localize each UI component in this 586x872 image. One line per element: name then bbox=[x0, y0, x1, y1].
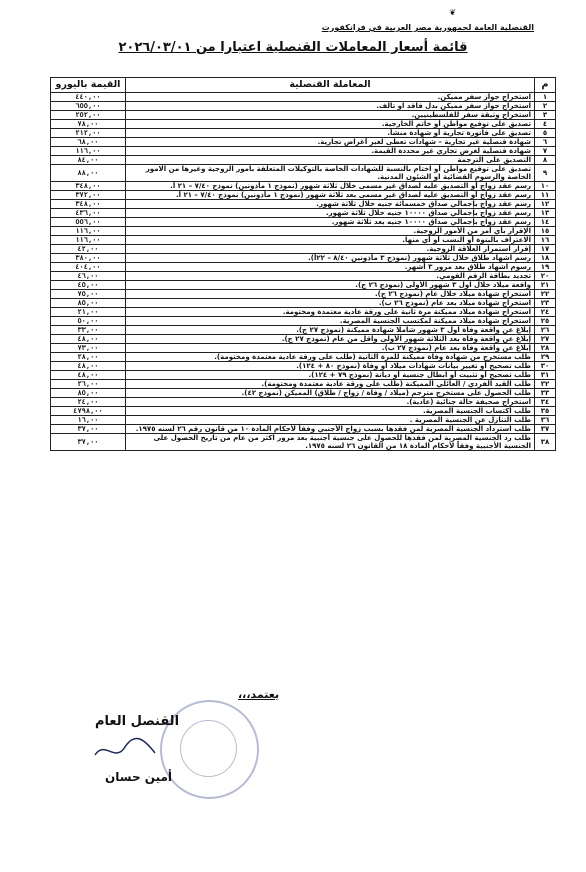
row-description: الاعتراف بالبنوة أو النسب أو أي منها. bbox=[126, 236, 535, 245]
table-row bbox=[51, 165, 556, 182]
row-description: طلب تصحيح أو تثبيت أو ابطال جنسية أو ديانة (نموذج ٧٩ + ١٢٤). bbox=[126, 371, 535, 380]
row-value: ٦٥٥,٠٠ bbox=[51, 102, 126, 111]
row-description: استخراج جواز سفر مميكن. bbox=[126, 93, 535, 102]
table-row bbox=[51, 147, 556, 156]
row-value: ٤٥,٠٠ bbox=[51, 281, 126, 290]
table-row bbox=[51, 93, 556, 102]
table-row bbox=[51, 129, 556, 138]
row-number: ٢٨ bbox=[535, 344, 556, 353]
table-row bbox=[51, 335, 556, 344]
table-header-row bbox=[51, 78, 556, 93]
row-value: ٤٨,٠٠ bbox=[51, 335, 126, 344]
row-description: واقعة ميلاد خلال اول ٣ شهور الأولى (نموذج ٢٦ ج). bbox=[126, 281, 535, 290]
table-row bbox=[51, 326, 556, 335]
page-title: قائمة أسعار المعاملات القنصلية اعتبارا من ٢٠٢٦/٠٣/٠١ bbox=[118, 40, 468, 55]
signatory-role: القنصل العام bbox=[95, 714, 180, 729]
row-number: ٣٠ bbox=[535, 362, 556, 371]
table-row bbox=[51, 254, 556, 263]
table-row bbox=[51, 191, 556, 200]
row-number: ٣٧ bbox=[535, 425, 556, 434]
row-description: رسم عقد زواج بإجمالي صداق ١٠٠٠٠ جنيه بعد ثلاثة شهور. bbox=[126, 218, 535, 227]
row-description: رسم عقد زواج بإجمالي صداق خمسمائة جنيه خلال ثلاثة شهور. bbox=[126, 200, 535, 209]
table-row bbox=[51, 344, 556, 353]
row-value: ٤٨,٠٠ bbox=[51, 362, 126, 371]
row-value: ٢١٢,٠٠ bbox=[51, 129, 126, 138]
table-row bbox=[51, 245, 556, 254]
table-row bbox=[51, 156, 556, 165]
row-value: ٢٥٢,٠٠ bbox=[51, 111, 126, 120]
header-org: القنصلية العامة لجمهورية مصر العربية في فرانكفورت bbox=[321, 23, 534, 32]
row-value: ٣٨٠,٠٠ bbox=[51, 254, 126, 263]
table-row bbox=[51, 362, 556, 371]
row-description: استخراج جواز سفر مميكن بدل فاقد او تالف. bbox=[126, 102, 535, 111]
row-number: ٩ bbox=[535, 165, 556, 182]
table-row bbox=[51, 281, 556, 290]
row-number: ١٤ bbox=[535, 218, 556, 227]
table-row bbox=[51, 371, 556, 380]
row-number: ٣١ bbox=[535, 371, 556, 380]
table-row bbox=[51, 272, 556, 281]
row-value: ٣٤٨,٠٠ bbox=[51, 182, 126, 191]
row-value: ٤٣٦,٠٠ bbox=[51, 209, 126, 218]
row-value: ٢٤,٠٠ bbox=[51, 398, 126, 407]
row-value: ٤٠٤,٠٠ bbox=[51, 263, 126, 272]
row-description: شهادة قنصلية لغرض تجاري غير محددة القيمة. bbox=[126, 147, 535, 156]
row-description: استخراج شهادة ميلاد مميكنة مرة ثانية على ورقة عادية معتمدة ومختومة. bbox=[126, 308, 535, 317]
table-row bbox=[51, 380, 556, 389]
table-row bbox=[51, 111, 556, 120]
row-description: طلب استرداد الجنسية المصرية لمن فقدها بسبب زواج الأجنبي وفقاً لأحكام المادة ١٠ من قانون رقم ٢٦ لسنه ١٩٧٥. bbox=[126, 425, 535, 434]
row-value: ٣٧٢,٠٠ bbox=[51, 191, 126, 200]
row-description: استخراج شهادة ميلاد مميكنة لمكتسب الجنسية المصرية. bbox=[126, 317, 535, 326]
table-row bbox=[51, 299, 556, 308]
signatory-name: أمين حسان bbox=[105, 770, 173, 784]
row-number: ٢٠ bbox=[535, 272, 556, 281]
row-description: استخراج شهادة ميلاد خلال عام (نموذج ٢٦ ج). bbox=[126, 290, 535, 299]
row-value: ٧٥,٠٠ bbox=[51, 290, 126, 299]
row-value: ٨٥,٠٠ bbox=[51, 389, 126, 398]
row-value: ١١٦,٠٠ bbox=[51, 147, 126, 156]
row-number: ٣٨ bbox=[535, 434, 556, 451]
row-description: إبلاغ عن واقعة وفاة بعد عام (نموذج ٢٧ ب). bbox=[126, 344, 535, 353]
row-number: ١٨ bbox=[535, 254, 556, 263]
row-value: ١١٦,٠٠ bbox=[51, 227, 126, 236]
row-number: ٦ bbox=[535, 138, 556, 147]
row-number: ٣٤ bbox=[535, 398, 556, 407]
row-description: إبلاغ عن واقعة وفاة بعد الثلاثة شهور الأولى واقل من عام (نموذج ٢٧ ج). bbox=[126, 335, 535, 344]
row-description: استخراج وثيقة سفر للفلسطينيين. bbox=[126, 111, 535, 120]
row-description: استخراج شهادة ميلاد بعد عام (نموذج ٢٦ ب). bbox=[126, 299, 535, 308]
row-value: ١٦,٠٠ bbox=[51, 416, 126, 425]
col-num-header: م bbox=[535, 78, 556, 93]
table-row bbox=[51, 263, 556, 272]
row-description: طلب مستخرج من شهادة وفاة مميكنة للمرة الثانية (طلب على ورقة عادية معتمدة ومختومة). bbox=[126, 353, 535, 362]
row-value: ٨٤,٠٠ bbox=[51, 156, 126, 165]
row-number: ٢٣ bbox=[535, 299, 556, 308]
table-row bbox=[51, 120, 556, 129]
row-description: طلب اكتساب الجنسية المصرية. bbox=[126, 407, 535, 416]
table-row bbox=[51, 308, 556, 317]
row-description: طلب القيد الفردي / العائلي المميكنة (طلب على ورقة عادية معتمدة ومختومة). bbox=[126, 380, 535, 389]
row-description: شهادة قنصلية غير تجارية – شهادات تعطى لغير أغراض تجارية. bbox=[126, 138, 535, 147]
row-value: ٢٨,٠٠ bbox=[51, 353, 126, 362]
signature-icon bbox=[90, 735, 160, 765]
table-row bbox=[51, 102, 556, 111]
table-row bbox=[51, 389, 556, 398]
row-value: ٤٢,٠٠ bbox=[51, 245, 126, 254]
table-row bbox=[51, 353, 556, 362]
row-description: رسم عقد زواج بإجمالي صداق ١٠٠٠٠ جنيه خلال ثلاثة شهور. bbox=[126, 209, 535, 218]
eagle-emblem-icon: ❦ bbox=[449, 8, 456, 17]
price-table bbox=[50, 77, 556, 451]
row-value: ٤٧٩٨,٠٠ bbox=[51, 407, 126, 416]
row-number: ٧ bbox=[535, 147, 556, 156]
row-description: الإقرار بأي أمر من الأمور الزوجية. bbox=[126, 227, 535, 236]
row-value: ٤٤٠,٠٠ bbox=[51, 93, 126, 102]
table-row bbox=[51, 434, 556, 451]
row-value: ٤٨,٠٠ bbox=[51, 371, 126, 380]
row-description: التصديق على الترجمة bbox=[126, 156, 535, 165]
row-number: ١٥ bbox=[535, 227, 556, 236]
row-number: ٢٧ bbox=[535, 335, 556, 344]
row-number: ٣٦ bbox=[535, 416, 556, 425]
row-number: ٣٣ bbox=[535, 389, 556, 398]
row-number: ٣ bbox=[535, 111, 556, 120]
row-number: ٢٦ bbox=[535, 326, 556, 335]
row-value: ٣٧,٠٠ bbox=[51, 425, 126, 434]
row-value: ٣٤٨,٠٠ bbox=[51, 200, 126, 209]
row-value: ٣٣,٠٠ bbox=[51, 326, 126, 335]
row-description: رسم عقد زواج أو التصديق عليه لصداق غير مسمى خلال ثلاثة شهور (نموذج ١ مأذونين) نموذج ٧/٤٠ – ٢١ أ. bbox=[126, 182, 535, 191]
row-number: ١ bbox=[535, 93, 556, 102]
row-description: تصديق على فاتورة تجارية أو شهادة منشأ. bbox=[126, 129, 535, 138]
row-value: ٧٨,٠٠ bbox=[51, 120, 126, 129]
row-number: ١٠ bbox=[535, 182, 556, 191]
row-value: ٦٨,٠٠ bbox=[51, 138, 126, 147]
row-number: ٢٥ bbox=[535, 317, 556, 326]
col-value-header: القيمة باليورو bbox=[51, 78, 126, 93]
table-row bbox=[51, 407, 556, 416]
row-description: رسم عقد زواج أو التصديق عليه لصداق غير مسمى بعد ثلاثة شهور (نموذج ١ مأذونين) نموذج ٧/٤٠ – ٢١ أ. bbox=[126, 191, 535, 200]
row-value: ٧٣,٠٠ bbox=[51, 344, 126, 353]
table-row bbox=[51, 200, 556, 209]
table-body bbox=[51, 93, 556, 451]
table-row bbox=[51, 290, 556, 299]
row-number: ١٢ bbox=[535, 200, 556, 209]
row-number: ١٩ bbox=[535, 263, 556, 272]
row-number: ١١ bbox=[535, 191, 556, 200]
table-row bbox=[51, 317, 556, 326]
row-number: ٢٤ bbox=[535, 308, 556, 317]
row-value: ٨٨,٠٠ bbox=[51, 165, 126, 182]
approved-label: يعتمد،،، bbox=[238, 688, 280, 701]
row-description: طلب تصحيح أو تغيير بيانات شهادات ميلاد أو وفاة (نموذج ٨٠ + ١٢٤). bbox=[126, 362, 535, 371]
row-description: استخراج صحيفة حالة جنائية (عادية). bbox=[126, 398, 535, 407]
row-number: ١٦ bbox=[535, 236, 556, 245]
table-row bbox=[51, 398, 556, 407]
row-number: ٣٥ bbox=[535, 407, 556, 416]
row-number: ٣٢ bbox=[535, 380, 556, 389]
row-number: ٤ bbox=[535, 120, 556, 129]
col-desc-header: المعاملة القنصلية bbox=[126, 78, 535, 93]
row-description: إقرار استمرار العلاقة الزوجية. bbox=[126, 245, 535, 254]
table-row bbox=[51, 236, 556, 245]
table-row bbox=[51, 227, 556, 236]
row-description: تجديد بطاقة الرقم القومي. bbox=[126, 272, 535, 281]
row-value: ٥٥٦,٠٠ bbox=[51, 218, 126, 227]
row-number: ٨ bbox=[535, 156, 556, 165]
row-description: تصديق على توقيع مواطن أو اختام بالنسبة للشهادات الخاصة بالتوكيلات المتعلقة بامور الزوجية وغيرها من الامور الخاصة والرسوم القضائية او الشئون المدنية. bbox=[126, 165, 535, 182]
row-value: ٣٧,٠٠ bbox=[51, 434, 126, 451]
row-number: ٥ bbox=[535, 129, 556, 138]
table-row bbox=[51, 425, 556, 434]
row-value: ٥٠,٠٠ bbox=[51, 317, 126, 326]
row-description: رسم اشهاد طلاق خلال ثلاثة شهور (نموذج ٣ مأذونين ٨/٤٠ – ٢٢أ). bbox=[126, 254, 535, 263]
row-number: ١٣ bbox=[535, 209, 556, 218]
table-row bbox=[51, 138, 556, 147]
table-row bbox=[51, 182, 556, 191]
row-value: ٨٥,٠٠ bbox=[51, 299, 126, 308]
row-number: ١٧ bbox=[535, 245, 556, 254]
row-value: ٢٦,٠٠ bbox=[51, 380, 126, 389]
row-number: ٢١ bbox=[535, 281, 556, 290]
table-row bbox=[51, 209, 556, 218]
row-number: ٢ bbox=[535, 102, 556, 111]
row-value: ٤٦,٠٠ bbox=[51, 272, 126, 281]
row-description: تصديق على توقيع مواطن أو خاتم الخارجية. bbox=[126, 120, 535, 129]
table-row bbox=[51, 416, 556, 425]
row-description: رسوم اشهاد طلاق بعد مرور ٣ أشهر. bbox=[126, 263, 535, 272]
row-number: ٢٩ bbox=[535, 353, 556, 362]
row-description: طلب التنازل عن الجنسية المصرية . bbox=[126, 416, 535, 425]
row-value: ٢١,٠٠ bbox=[51, 308, 126, 317]
row-value: ١١٦,٠٠ bbox=[51, 236, 126, 245]
row-description: طلب الحصول على مستخرج مترجم (ميلاد / وفاة / زواج / طلاق) المميكن (نموذج ٤٢). bbox=[126, 389, 535, 398]
row-number: ٢٢ bbox=[535, 290, 556, 299]
row-description: إبلاغ عن واقعة وفاة اول ٣ شهور شاملا شهادة مميكنة (نموذج ٢٧ ج). bbox=[126, 326, 535, 335]
table-row bbox=[51, 218, 556, 227]
row-description: طلب رد الجنسية المصرية لمن فقدها للحصول على جنسية أجنبية بعد مرور اكثر من عام من تاريخ الحصول على الجنسية الأجنبية وفقاً لأحكام المادة ١٨ من القانون ٢٦ لسنه ١٩٧٥. bbox=[126, 434, 535, 451]
